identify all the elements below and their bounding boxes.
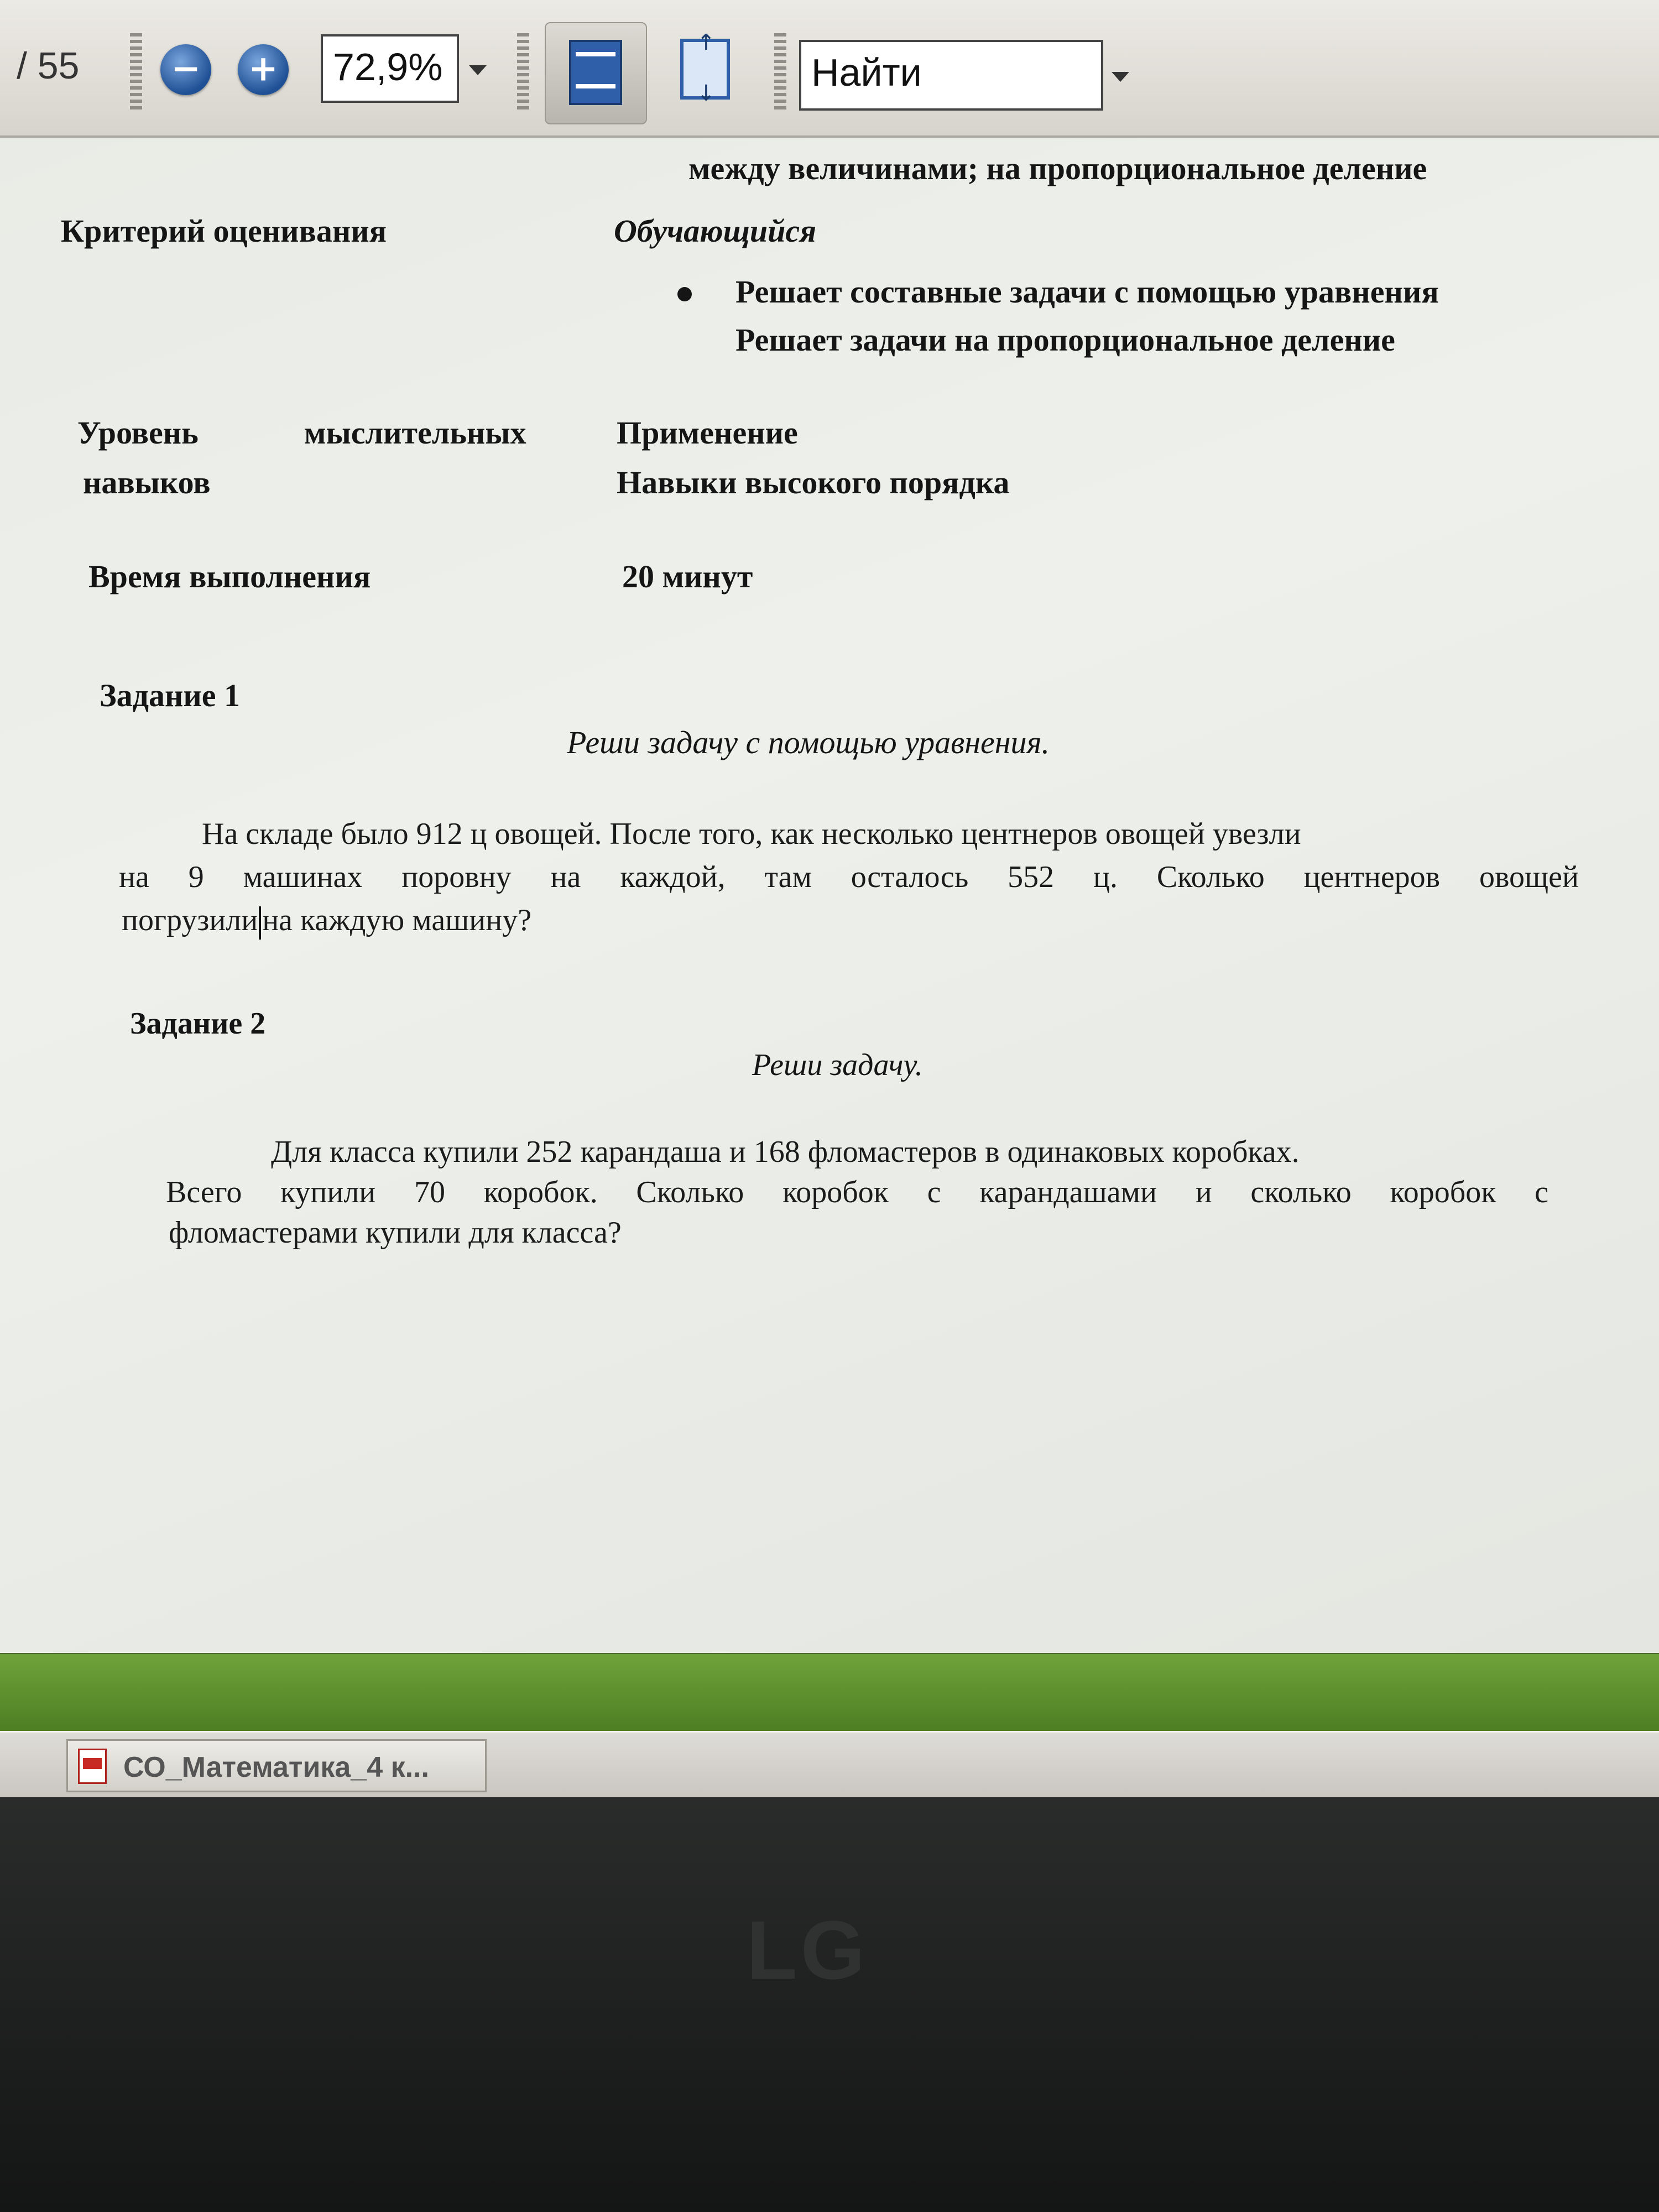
zoom-out-button[interactable] [160, 44, 211, 95]
taskbar-item-document[interactable] [66, 1739, 487, 1792]
minus-circle-icon: − [171, 48, 201, 90]
document-page [0, 138, 1659, 1653]
task1-title: Задание 1 [100, 677, 241, 713]
toolbar-grip[interactable] [774, 33, 786, 111]
taskbar-item-label: СО_Математика_4 к... [123, 1751, 429, 1783]
task1-line: На складе было 912 ц овощей. После того, как несколько центнеров овощей увезли [202, 817, 1301, 851]
task1-line-part: погрузили [122, 903, 258, 937]
viewer-toolbar [0, 0, 1659, 138]
search-input[interactable]: Найти [799, 40, 1103, 111]
criteria-item: Решает задачи на пропорциональное деление [735, 322, 1395, 358]
monitor-bezel [0, 1797, 1659, 2212]
taskbar [0, 1731, 1659, 1799]
zoom-dropdown-icon[interactable] [469, 65, 487, 75]
pdf-document-icon [78, 1749, 107, 1784]
task2-line: Всего купили 70 коробок. Сколько коробок с карандашами и сколько коробок с [166, 1175, 1548, 1209]
toolbar-grip[interactable] [517, 33, 529, 111]
top-line: между величинами; на пропорциональное деление [688, 150, 1427, 186]
page-total-label: / 55 [17, 45, 80, 87]
skills-value: Применение [617, 415, 798, 451]
time-value: 20 минут [622, 559, 753, 594]
task1-line: на 9 машинах поровну на каждой, там осталось 552 ц. Сколько центнеров овощей [119, 860, 1579, 894]
skills-label-word: мыслительных [304, 415, 526, 451]
task2-title: Задание 2 [130, 1006, 266, 1041]
criteria-label: Критерий оценивания [61, 213, 387, 249]
brand-logo: LG [747, 1903, 869, 1996]
toolbar-grip[interactable] [130, 33, 142, 111]
fit-width-icon [569, 40, 622, 105]
criteria-item: Решает составные задачи с помощью уравнения [735, 274, 1439, 310]
text-cursor [259, 906, 261, 940]
fit-page-button[interactable]: ↑ ↓ [675, 33, 735, 105]
task1-line-part: на каждую машину? [262, 903, 532, 937]
desktop-strip [0, 1653, 1659, 1731]
zoom-in-button[interactable] [238, 44, 289, 95]
skills-label-word: навыков [83, 465, 211, 500]
search-dropdown-icon[interactable] [1112, 72, 1129, 82]
plus-circle-icon: + [248, 48, 278, 90]
skills-value: Навыки высокого порядка [617, 465, 1010, 500]
learner-label: Обучающийся [614, 213, 817, 249]
task2-line: фломастерами купили для класса? [169, 1215, 622, 1250]
task1-line [122, 899, 1228, 942]
fit-width-button[interactable] [545, 22, 647, 124]
zoom-input[interactable]: 72,9% [321, 34, 459, 103]
task1-instruction: Реши задачу с помощью уравнения. [567, 724, 1050, 760]
task2-instruction: Реши задачу. [752, 1048, 923, 1082]
task2-line: Для класса купили 252 карандаша и 168 фломастеров в одинаковых коробках. [271, 1135, 1300, 1169]
bullet-icon [677, 287, 692, 301]
time-label: Время выполнения [88, 559, 371, 594]
skills-label-word: Уровень [77, 415, 199, 451]
